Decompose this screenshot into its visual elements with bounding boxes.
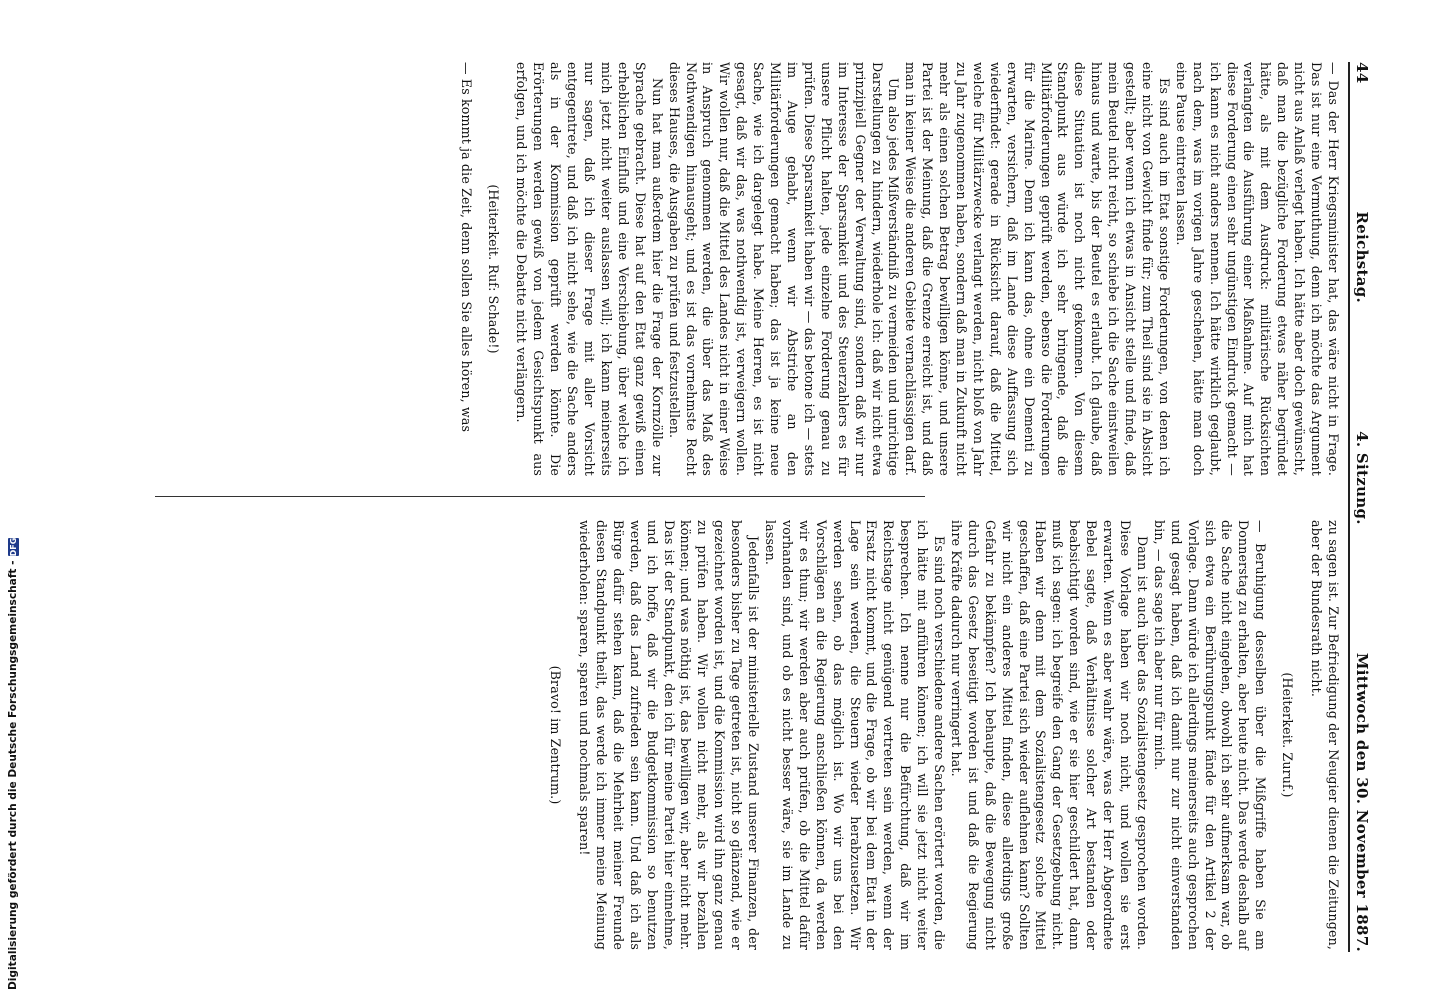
paragraph: Es sind auch im Etat sonstige Forderungen, von denen ich eine nicht von Gewicht finde für; zum Theil sind sie in Absicht gestellt; aber wenn ich etwas in Ansicht stelle und finde, daß mein Beutel nicht reicht, so schiebe ich die Sache einstweilen hinaus und warte, bis der Beutel es erlaubt. Ich glaube, daß diese Situation ist noch nicht gekommen. Von diesem Standpunkt aus würde ich sehr bringende, daß die Militärforderungen geprüft werden, ebenso die Forderungen für die Marine. Denn ich kann das, ohne ein Dementi zu erwarten, versichern, daß im Lande diese Auffassung sich wiederfindet: gerade in Rücksicht darauf, daß die Mittel, welche für Militärzwecke verlangt werden, nicht bloß von Jahr zu Jahr zugenommen haben, sondern daß man in Zukunft nicht mehr als einen solchen Betrag bewilligen könne, und unsere Partei ist der Meinung, daß die Grenze erreicht ist, und daß man in keiner Weise die anderen Gebiete vernachlässigen darf. xyxy=(903,62,1172,477)
paragraph: — Das der Herr Kriegsminister hat, das wäre nicht in Frage. Das ist nur eine Vermuthung, denn ich möchte das Argument nicht aus Anlaß verlegt haben. Ich hätte aber doch gewünscht, daß man die bezügliche Forderung etwas näher begründet hätte, als mit dem Ausdruck: militärische Rücksichten verlangten die Ausführung einer Maßnahme. Auf mich hat diese Forderung einen sehr ungünstigen Eindruck gemacht — ich kann es nicht anders nennen. Ich hätte wirklich geglaubt, nach dem, was im vorigen Jahre geschehen, hätte man doch eine Pause eintreten lassen. xyxy=(1173,62,1341,476)
column-divider xyxy=(155,496,925,497)
publication-title: Reichstag. xyxy=(1353,211,1371,304)
paragraph: — Beruhigung desselben über die Mißgriffe haben Sie am Donnerstag zu erhalten, aber heute nicht. Das werde deshalb auf die Sache nicht eingehen, obwohl ich sehr aufmerksam war, ob sich etwa ein Berührungspunkt fände für den Artikel 2 der Vorlage. Dann würde ich allerdings meinerseits auch gesprochen und gesagt haben, daß ich damit nur zur nicht einverstanden bin, — das sage ich aber nur für mich. xyxy=(1151,520,1269,950)
paragraph: Dann ist auch über das Sozialistengesetz gesprochen worden. Diese Vorlage haben wir noch nicht, und wollen sie erst erwarten. Wenn es aber wahr wäre, was der Herr Abgeordnete Bebel sagte, daß Verhältnisse solcher Art bestanden oder beabsichtigt worden sind, wie er sie hier geschildert hat, dann muß ich sagen: ich begreife den Gang der Gesetzgebung nicht. Haben wir denn mit dem Sozialistengesetz solche Mittel geschaffen, daß eine Partei sich wieder auflehnen kann? Sollten wir nicht ein anderes Mittel finden, diese allerdings große Gefahr zu bekämpfen? Ich behaupte, daß die Bewegung nicht durch das Gesetz beseitigt worden ist und daß die Regierung ihre Kräfte dadurch nur verringert hat. xyxy=(948,520,1150,950)
rotated-page-content xyxy=(5,0,1405,1000)
credit-text: Digitalisierung gefördert durch die Deutsche Forschungsgemeinschaft - xyxy=(7,560,19,990)
digitization-credit xyxy=(6,537,20,990)
paragraph: Um also jedes Mißverständniß zu vermeiden und unrichtige Darstellungen zu hindern, wiederhole ich: daß wir nicht etwa prinzipiell Gegner der Verwaltung sind, sondern daß wir nur im Interesse der Sparsamkeit und des Steuerzahlers es für unsere Pflicht halten, jede einzelne Forderung genau zu prüfen. Diese Sparsamkeit haben wir — das betone ich — stets im Auge gehabt, wenn wir Abstriche an den Militärforderungen gemacht haben; das ist ja keine neue Sache, wie ich dargelegt habe. Meine Herren, es ist nicht gesagt, daß wir das, was nothwendig ist, verweigern wollen. Wir wollen nur, daß die Mittel des Landes nicht in einer Weise in Anspruch genommen werden, die über das Maß des Nothwendigen hinausgeht; und es ist das vornehmste Recht dieses Hauses, die Ausgaben zu prüfen und festzustellen. xyxy=(666,62,902,476)
reaction-note: (Bravo! im Zentrum.) xyxy=(548,665,564,805)
page-number: 44 xyxy=(1353,62,1371,84)
running-header xyxy=(1348,62,1379,952)
session-date: Mittwoch den 30. November 1887. xyxy=(1353,652,1371,952)
paragraph: Nun hat man außerdem hier die Frage der Kornzölle zur Sprache gebracht. Diese hat auf den Etat ganz gewiß einen erheblichen Einfluß und eine Verschiebung, über welche ich mich jetzt nicht weiter auslassen will; ich kann meinerseits nur sagen, daß ich dieser Frage mit aller Vorsicht entgegentrete, und daß ich nicht sehe, wie die Sache anders als in der Kommission geprüft werden könnte. Die Erörterungen werden gewiß von jedem Gesichtspunkt aus erfolgen, und ich möchte die Debatte nicht verlängern. xyxy=(514,62,665,476)
left-column xyxy=(457,62,1341,476)
dfg-logo: DFG xyxy=(8,537,18,557)
closing-line: — Es kommt ja die Zeit, denn sollen Sie alles hören, was xyxy=(458,62,474,433)
session-label: 4. Sitzung. xyxy=(1353,431,1371,525)
paragraph: zu sagen ist. Zur Befriedigung der Neugier dienen die Zeitungen, aber der Bundesrath nicht. xyxy=(1309,520,1341,950)
paragraph: Jedenfalls ist der ministerielle Zustand unserer Finanzen, der besonders bisher zu Tage getreten ist, nicht so glänzend, wie er gezeichnet worden ist, und die Kommission wird ihn ganz genau zu prüfen haben. Wir wollen nicht mehr, als wir bezahlen können; und was nöthig ist, das bewilligen wir, aber nicht mehr. Das ist der Standpunkt, den ich für meine Partei hier einnehme, und ich hoffe, daß wir die Budgetkommission so benutzen werden, daß das Land zufrieden sein kann. Und daß ich als Bürge dafür stehen kann, daß die Mehrheit meiner Freunde diesen Standpunkt theilt, das werde ich immer meine Meinung wiederholen: sparen, sparen und nochmals sparen! xyxy=(577,520,762,950)
reaction-note: (Heiterkeit. Zuruf.) xyxy=(1280,672,1296,798)
right-column xyxy=(536,520,1341,950)
reaction-note: (Heiterkeit. Ruf: Schade!) xyxy=(485,184,501,354)
paragraph: Es sind noch verschiedene andere Sachen erörtert worden, die ich hätte mit anführen können; ich will sie jetzt nicht weiter besprechen. Ich nenne nur die Befürchtung, daß wir im Reichstage nicht genügend vertreten sein werden, wenn der Ersatz nicht kommt, und die Frage, ob wir bei dem Etat in der Lage sein werden, die Steuern wieder herabzusetzen. Wir werden sehen, ob das möglich ist. Wo wir uns bei den Vorschlägen an die Regierung anschließen können, da werden wir es thun; wir werden aber auch prüfen, ob die Mittel dafür vorhanden sind, und ob es nicht besser wäre, sie im Lande zu lassen. xyxy=(763,520,948,950)
